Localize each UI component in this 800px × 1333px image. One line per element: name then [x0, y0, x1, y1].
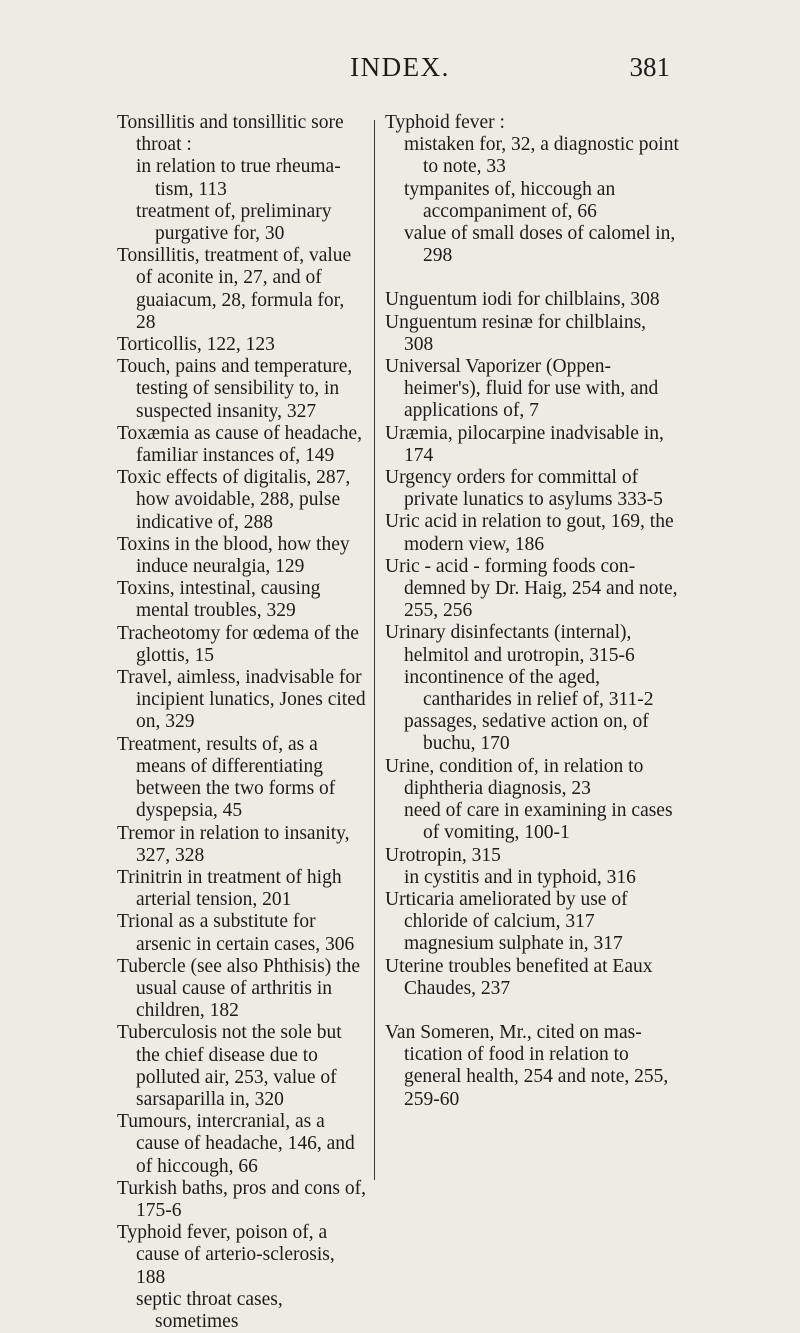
index-entry: Uric acid in relation to gout, 169, the modern view, 186 — [385, 511, 674, 555]
index-subentry: need of care in examining in cases of vomiting, 100-1 — [404, 800, 673, 844]
index-entry: Typhoid fever, poison of, a cause of arterio-sclerosis, 188 — [117, 1222, 335, 1288]
index-entry: Urine, condition of, in relation to diphtheria diagnosis, 23 — [385, 755, 644, 799]
index-subentry: in cystitis and in typhoid, 316 — [404, 866, 636, 888]
page-number: 381 — [629, 52, 670, 82]
index-entry: Uterine troubles benefited at Eaux Chaudes, 237 — [385, 955, 653, 999]
index-entry: Tubercle (see also Phthisis) the usual cause of arthritis in children, 182 — [117, 955, 360, 1022]
index-entry: Unguentum resinæ for chilblains, 308 — [385, 311, 647, 355]
index-entry: Travel, aimless, inadvisable for incipient lunatics, Jones cited on, 329 — [117, 667, 366, 733]
index-entry: Toxæmia as cause of headache, familiar instances of, 149 — [117, 422, 362, 467]
index-subentry: septic throat cases, sometimes — [136, 1288, 283, 1332]
index-entry: Tumours, intercranial, as a cause of headache, 146, and of hiccough, 66 — [117, 1111, 355, 1177]
index-subentry: in relation to true rheumatism, 113 — [136, 156, 341, 200]
index-subentry: value of small doses of calomel in, 298 — [404, 223, 676, 267]
index-entry: Unguentum iodi for chilblains, 308 — [385, 289, 660, 311]
index-entry: Typhoid fever : — [385, 112, 505, 133]
index-entry: Trinitrin in treatment of high arterial tension, 201 — [117, 866, 342, 911]
section-gap — [385, 1000, 680, 1022]
index-subentry: magnesium sulphate in, 317 — [404, 933, 623, 955]
page-header — [0, 52, 800, 92]
index-entry: Torticollis, 122, 123 — [117, 334, 275, 356]
index-entry: Trional as a substitute for arsenic in certain cases, 306 — [117, 911, 355, 955]
index-entry: Toxins, intestinal, causing mental troubles, 329 — [117, 578, 321, 622]
index-entry: Urticaria ameliorated by use of chloride of calcium, 317 — [385, 888, 628, 933]
index-entry: Toxic effects of digitalis, 287, how avoidable, 288, pulse indicative of, 288 — [117, 467, 351, 533]
index-entry: Tonsillitis, treatment of, value of aconite in, 27, and of guaiacum, 28, formula for, 28 — [117, 245, 352, 333]
index-entry: Van Someren, Mr., cited on mastication of food in relation to general health, 254 and note, 255, 259-60 — [385, 1021, 669, 1110]
section-gap — [385, 267, 680, 289]
index-subentry: tympanites of, hiccough an accompaniment of, 66 — [404, 178, 616, 222]
index-entry: Turkish baths, pros and cons of, 175-6 — [117, 1177, 366, 1221]
index-subentry: passages, sedative action on, of buchu, 170 — [404, 711, 649, 755]
index-entry: Treatment, results of, as a means of differentiating between the two forms of dyspepsia, 45 — [117, 733, 336, 822]
index-entry: Uric - acid - forming foods condemned by Dr. Haig, 254 and note, 255, 256 — [385, 555, 678, 622]
index-entry: Tremor in relation to insanity, 327, 328 — [117, 822, 350, 866]
index-column-left — [117, 112, 367, 1333]
index-entry: Uræmia, pilocarpine inadvisable in, 174 — [385, 422, 664, 466]
index-subentry: treatment of, preliminary purgative for, 30 — [136, 200, 332, 245]
index-entry: Urinary disinfectants (internal), helmitol and urotropin, 315-6 — [385, 622, 635, 666]
index-entry: Urotropin, 315 — [385, 844, 501, 866]
index-entry: Universal Vaporizer (Oppenheimer's), fluid for use with, and applications of, 7 — [385, 356, 659, 422]
column-divider — [374, 120, 375, 1180]
index-entry: Tuberculosis not the sole but the chief disease due to polluted air, 253, value of sarsaparilla in, 320 — [117, 1022, 342, 1110]
index-entry: Urgency orders for committal of private lunatics to asylums 333-5 — [385, 467, 663, 511]
index-entry: Toxins in the blood, how they induce neuralgia, 129 — [117, 533, 350, 578]
index-subentry: mistaken for, 32, a diagnostic point to note, 33 — [404, 134, 679, 178]
index-subentry: incontinence of the aged, cantharides in relief of, 311-2 — [404, 666, 654, 711]
index-entry: Touch, pains and temperature, testing of sensibility to, in suspected insanity, 327 — [117, 356, 353, 422]
running-title: INDEX. — [350, 52, 450, 82]
index-column-right — [385, 112, 680, 1111]
index-entry: Tracheotomy for œdema of the glottis, 15 — [117, 622, 359, 666]
index-entry: Tonsillitis and tonsillitic sore throat : — [117, 112, 344, 156]
